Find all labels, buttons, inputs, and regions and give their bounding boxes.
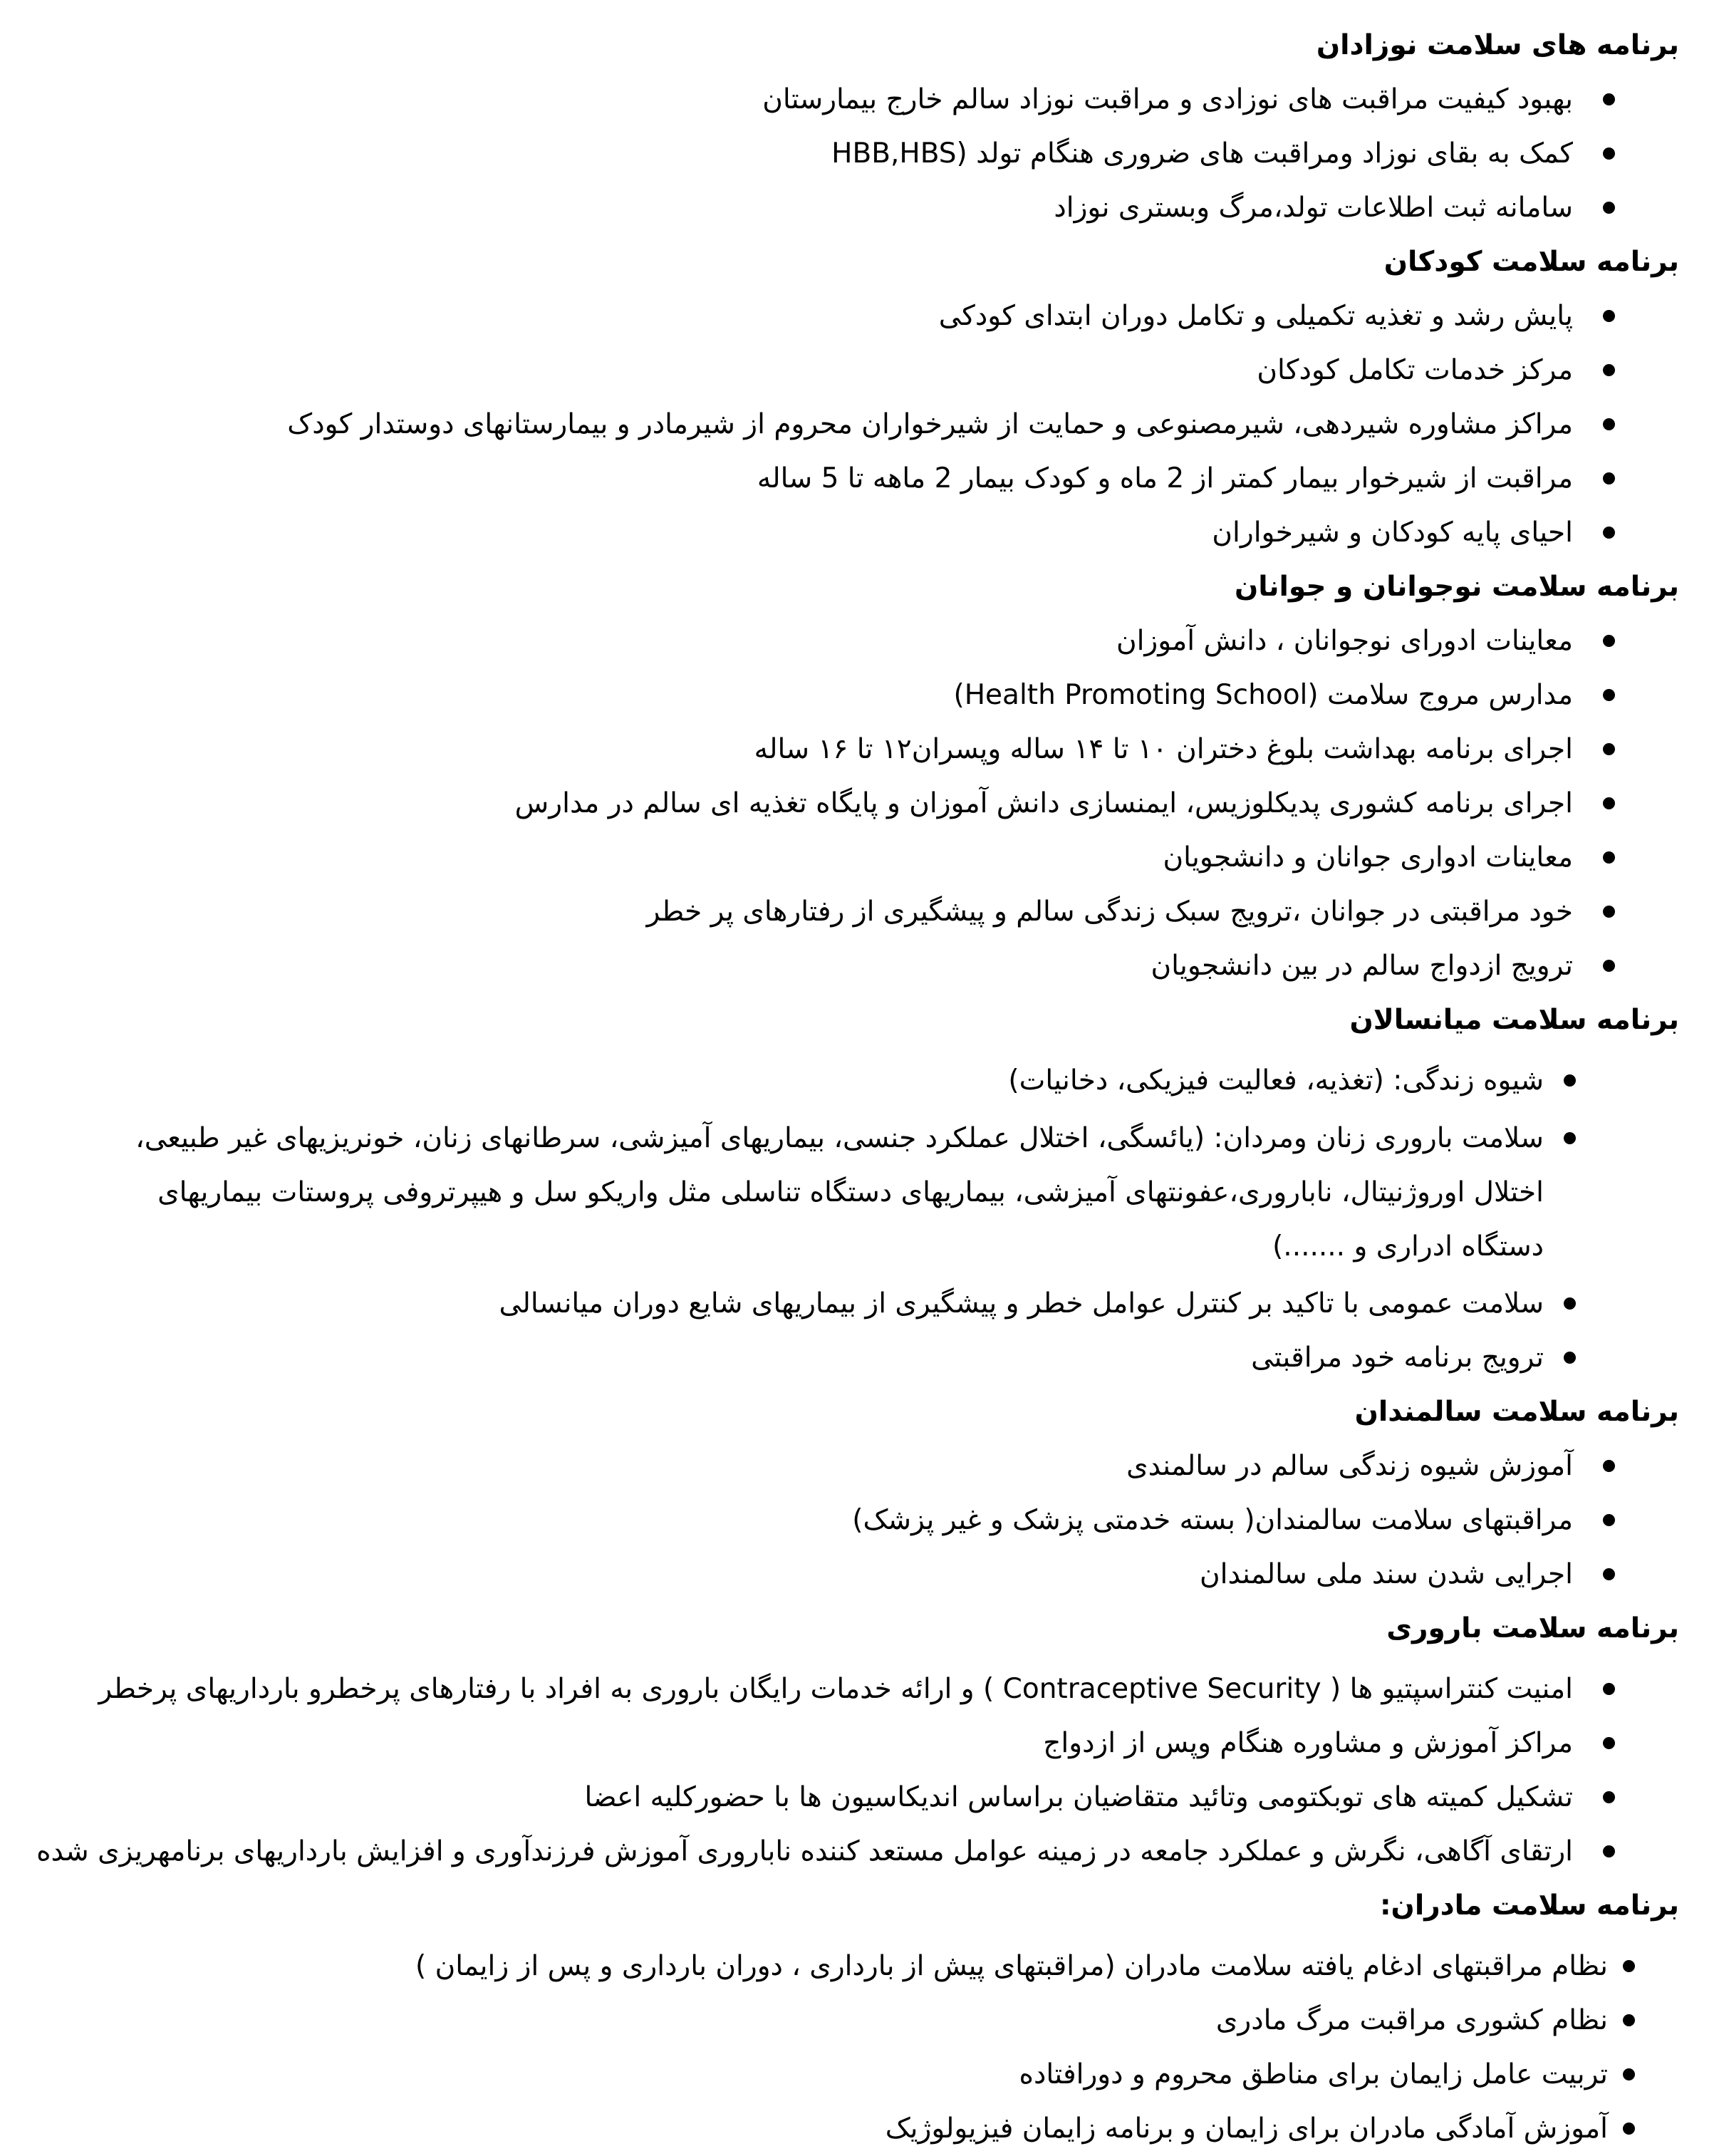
list-item <box>100 1331 1679 1385</box>
section-elderly-health <box>100 1385 1679 1602</box>
list-item-text: امنیت کنتراسپتیو ها ( Contraceptive Security ) و ارائه خدمات رایگان باروری به افراد با رفتارهای پرخطرو بارداریهای پرخطر <box>98 1673 1573 1705</box>
bullet-list <box>100 614 1679 993</box>
bullet-icon <box>1603 527 1615 539</box>
bullet-icon <box>1603 743 1615 755</box>
list-item <box>100 2102 1679 2156</box>
list-item-text: سلامت عمومی با تاکید بر کنترل عوامل خطر و پیشگیری از بیماریهای شایع دوران میانسالی <box>499 1287 1544 1320</box>
list-item-text: مراکز آموزش و مشاوره هنگام وپس از ازدواج <box>1043 1727 1573 1759</box>
bullet-icon <box>1603 310 1615 322</box>
list-item-text: مراقبت از شیرخوار بیمار کمتر از 2 ماه و کودک بیمار 2 ماهه تا 5 ساله <box>757 462 1573 494</box>
bullet-icon <box>1603 202 1615 214</box>
bullet-icon <box>1603 147 1615 160</box>
list-item <box>100 1994 1679 2048</box>
bullet-icon <box>1603 364 1615 376</box>
section-title: برنامه سلامت کودکان <box>1383 246 1679 278</box>
list-item <box>100 1771 1679 1825</box>
section-reproductive-health <box>36 1602 1679 1879</box>
section-title: برنامه سلامت سالمندان <box>1354 1396 1679 1428</box>
list-item-text: اجرایی شدن سند ملی سالمندان <box>1200 1558 1573 1590</box>
bullet-icon <box>1603 418 1615 430</box>
list-item <box>100 2048 1679 2102</box>
list-item-text: پایش رشد و تغذیه تکمیلی و تکامل دوران ابتدای کودکی <box>938 300 1573 332</box>
list-item <box>100 398 1679 452</box>
bullet-icon <box>1603 851 1615 864</box>
list-item <box>100 506 1679 560</box>
bullet-icon <box>1603 93 1615 105</box>
section-newborn-health <box>100 19 1679 235</box>
list-item <box>100 614 1679 668</box>
list-item <box>100 1277 1679 1331</box>
list-item <box>100 1493 1679 1548</box>
section-title: برنامه سلامت نوجوانان و جوانان <box>1234 571 1679 603</box>
bullet-icon <box>1603 1568 1615 1580</box>
list-item <box>100 1548 1679 1602</box>
bullet-icon <box>1623 2068 1635 2080</box>
list-item-text: آموزش شیوه زندگی سالم در سالمندی <box>1126 1450 1573 1482</box>
list-item <box>100 722 1679 777</box>
list-item <box>100 289 1679 343</box>
document-body <box>36 19 1679 2156</box>
bullet-icon <box>1564 1297 1576 1310</box>
list-item <box>36 1825 1679 1879</box>
bullet-icon <box>1603 906 1615 918</box>
list-item <box>100 777 1679 831</box>
bullet-icon <box>1623 2123 1635 2135</box>
list-item <box>100 1716 1679 1771</box>
list-item-text: ارتقای آگاهی، نگرش و عملکرد جامعه در زمینه عوامل مستعد کننده ناباروری آموزش فرزندآوری و افزایش بارداریهای برنامهریزی شده <box>36 1835 1573 1867</box>
bullet-icon <box>1564 1352 1576 1364</box>
list-item-text: مراقبتهای سلامت سالمندان( بسته خدمتی پزشک و غیر پزشک) <box>852 1504 1573 1536</box>
list-item-text: مدارس مروج سلامت (Health Promoting School) <box>953 679 1573 711</box>
bullet-icon <box>1603 635 1615 647</box>
list-item <box>100 1108 1679 1277</box>
bullet-icon <box>1603 472 1615 484</box>
list-item-text: مرکز خدمات تکامل کودکان <box>1257 354 1573 386</box>
list-item <box>100 1939 1679 1994</box>
section-title: برنامه سلامت باروری <box>1386 1612 1679 1644</box>
bullet-icon <box>1603 1737 1615 1749</box>
list-item-text: معاینات ادواری جوانان و دانشجویان <box>1163 841 1573 874</box>
bullet-list <box>100 1054 1679 1385</box>
list-item-text: خود مراقبتی در جوانان ،ترویج سبک زندگی سالم و پیشگیری از رفتارهای پر خطر <box>646 896 1573 928</box>
bullet-icon <box>1623 2014 1635 2026</box>
list-item <box>100 1439 1679 1493</box>
list-item <box>100 181 1679 235</box>
list-item <box>100 885 1679 939</box>
list-item-text: سلامت باروری زنان ومردان: (یائسگی، اختلال عملکرد جنسی، بیماریهای آمیزشی، سرطانهای زنان، خونریزیهای غیر طبیعی، اختلال اوروژنیتال، ناباروری،عفونتهای آمیزشی، بیماریهای دستگاه تناسلی مثل واریکو سل و هیپرتروفی پروستات بیماریهای دستگاه ادراری و .......) <box>135 1122 1544 1263</box>
list-item <box>100 452 1679 506</box>
section-adolescent-youth-health <box>100 560 1679 993</box>
bullet-icon <box>1564 1074 1576 1087</box>
bullet-icon <box>1603 1514 1615 1526</box>
list-item-text: مراکز مشاوره شیردهی، شیرمصنوعی و حمایت از شیرخواران محروم از شیرمادر و بیمارستانهای دوستدار کودک <box>287 408 1573 440</box>
bullet-icon <box>1603 689 1615 701</box>
list-item <box>100 127 1679 181</box>
list-item-text: ترویج برنامه خود مراقبتی <box>1251 1342 1544 1374</box>
list-item <box>100 73 1679 127</box>
list-item-text: سامانه ثبت اطلاعات تولد،مرگ وبستری نوزاد <box>1054 192 1573 224</box>
list-item-text: تربیت عامل زایمان برای مناطق محروم و دورافتاده <box>1019 2058 1608 2090</box>
bullet-list <box>100 1939 1679 2156</box>
bullet-icon <box>1603 1460 1615 1472</box>
list-item <box>100 668 1679 722</box>
list-item <box>100 343 1679 398</box>
list-item-text: شیوه زندگی: (تغذیه، فعالیت فیزیکی، دخانیات) <box>1008 1064 1544 1097</box>
bullet-icon <box>1603 960 1615 972</box>
section-title: برنامه های سلامت نوزادان <box>1316 29 1679 61</box>
list-item <box>100 939 1679 993</box>
list-item-text: ترویج ازدواج سالم در بین دانشجویان <box>1151 950 1573 982</box>
section-title: برنامه سلامت میانسالان <box>1349 1004 1679 1036</box>
bullet-icon <box>1603 1791 1615 1803</box>
list-item-text: آموزش آمادگی مادران برای زایمان و برنامه زایمان فیزیولوژیک <box>885 2113 1608 2145</box>
list-item-text: اجرای برنامه بهداشت بلوغ دختران ۱۰ تا ۱۴ ساله وپسران۱۲ تا ۱۶ ساله <box>754 733 1573 765</box>
list-item <box>100 1054 1679 1108</box>
bullet-icon <box>1603 1845 1615 1857</box>
section-child-health <box>100 235 1679 560</box>
list-item-text: کمک به بقای نوزاد ومراقبت های ضروری هنگام تولد (HBB,HBS <box>831 138 1573 170</box>
bullet-list <box>36 1662 1679 1879</box>
bullet-list <box>100 289 1679 560</box>
bullet-icon <box>1603 1683 1615 1695</box>
list-item-text: تشکیل کمیته های توبکتومی وتائید متقاضیان براساس اندیکاسیون ها با حضورکلیه اعضا <box>584 1781 1573 1813</box>
list-item-text: نظام مراقبتهای ادغام یافته سلامت مادران (مراقبتهای پیش از بارداری ، دوران بارداری و پس از زایمان ) <box>415 1950 1608 1982</box>
section-maternal-health <box>100 1879 1679 2156</box>
bullet-icon <box>1564 1132 1576 1144</box>
list-item-text: احیای پایه کودکان و شیرخواران <box>1212 517 1573 549</box>
bullet-list <box>100 73 1679 235</box>
bullet-list <box>100 1439 1679 1602</box>
list-item <box>100 831 1679 885</box>
list-item <box>100 1662 1679 1716</box>
list-item-text: نظام کشوری مراقبت مرگ مادری <box>1215 2004 1608 2036</box>
list-item-text: بهبود کیفیت مراقبت های نوزادی و مراقبت نوزاد سالم خارج بیمارستان <box>762 83 1573 115</box>
section-title: برنامه سلامت مادران: <box>1379 1890 1679 1922</box>
list-item-text: اجرای برنامه کشوری پدیکلوزیس، ایمنسازی دانش آموزان و پایگاه تغذیه ای سالم در مدارس <box>514 787 1573 819</box>
list-item-text: معاینات ادورای نوجوانان ، دانش آموزان <box>1116 625 1573 657</box>
bullet-icon <box>1603 797 1615 809</box>
bullet-icon <box>1623 1960 1635 1972</box>
section-middle-age-health <box>100 993 1679 1385</box>
